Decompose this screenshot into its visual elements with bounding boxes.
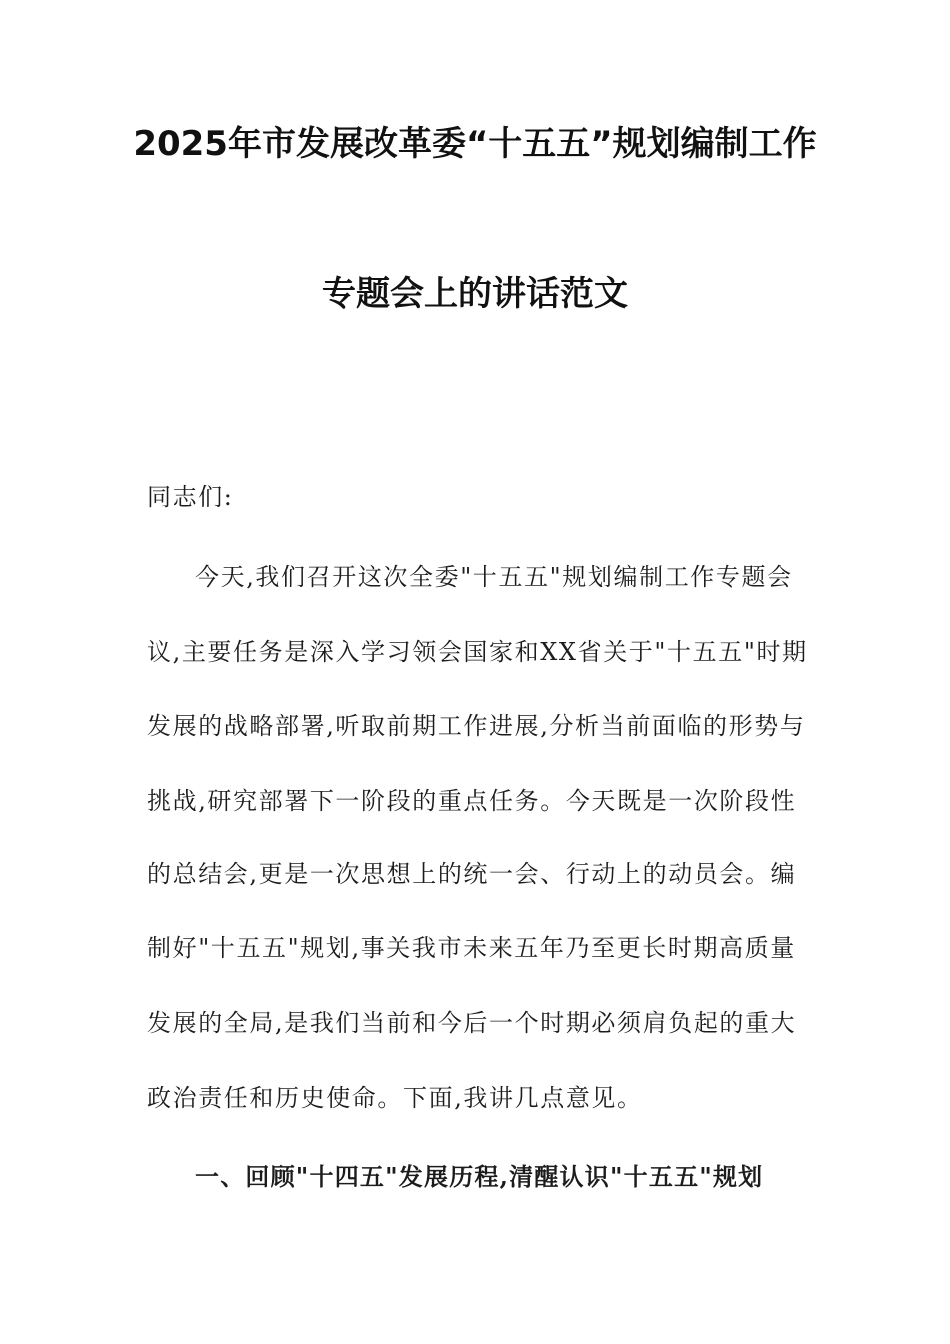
paragraph-line: 议,主要任务是深入学习领会国家和XX省关于"十五五"时期	[147, 638, 808, 666]
salutation: 同志们:	[147, 483, 234, 511]
section-1-heading: 一、回顾"十四五"发展历程,清醒认识"十五五"规划	[195, 1162, 764, 1191]
document-title-line-2: 专题会上的讲话范文	[322, 274, 628, 314]
paragraph-line: 挑战,研究部署下一阶段的重点任务。今天既是一次阶段性	[147, 787, 797, 815]
paragraph-line: 制好"十五五"规划,事关我市未来五年乃至更长时期高质量	[147, 934, 796, 962]
document-title-line-1: 2025年市发展改革委“十五五”规划编制工作	[133, 124, 817, 164]
paragraph-line: 发展的全局,是我们当前和今后一个时期必须肩负起的重大	[147, 1009, 797, 1037]
paragraph-line: 的总结会,更是一次思想上的统一会、行动上的动员会。编	[147, 860, 797, 888]
paragraph-line: 今天,我们召开这次全委"十五五"规划编制工作专题会	[195, 563, 793, 591]
paragraph-line: 发展的战略部署,听取前期工作进展,分析当前面临的形势与	[147, 712, 806, 740]
paragraph-line: 政治责任和历史使命。下面,我讲几点意见。	[147, 1084, 643, 1112]
